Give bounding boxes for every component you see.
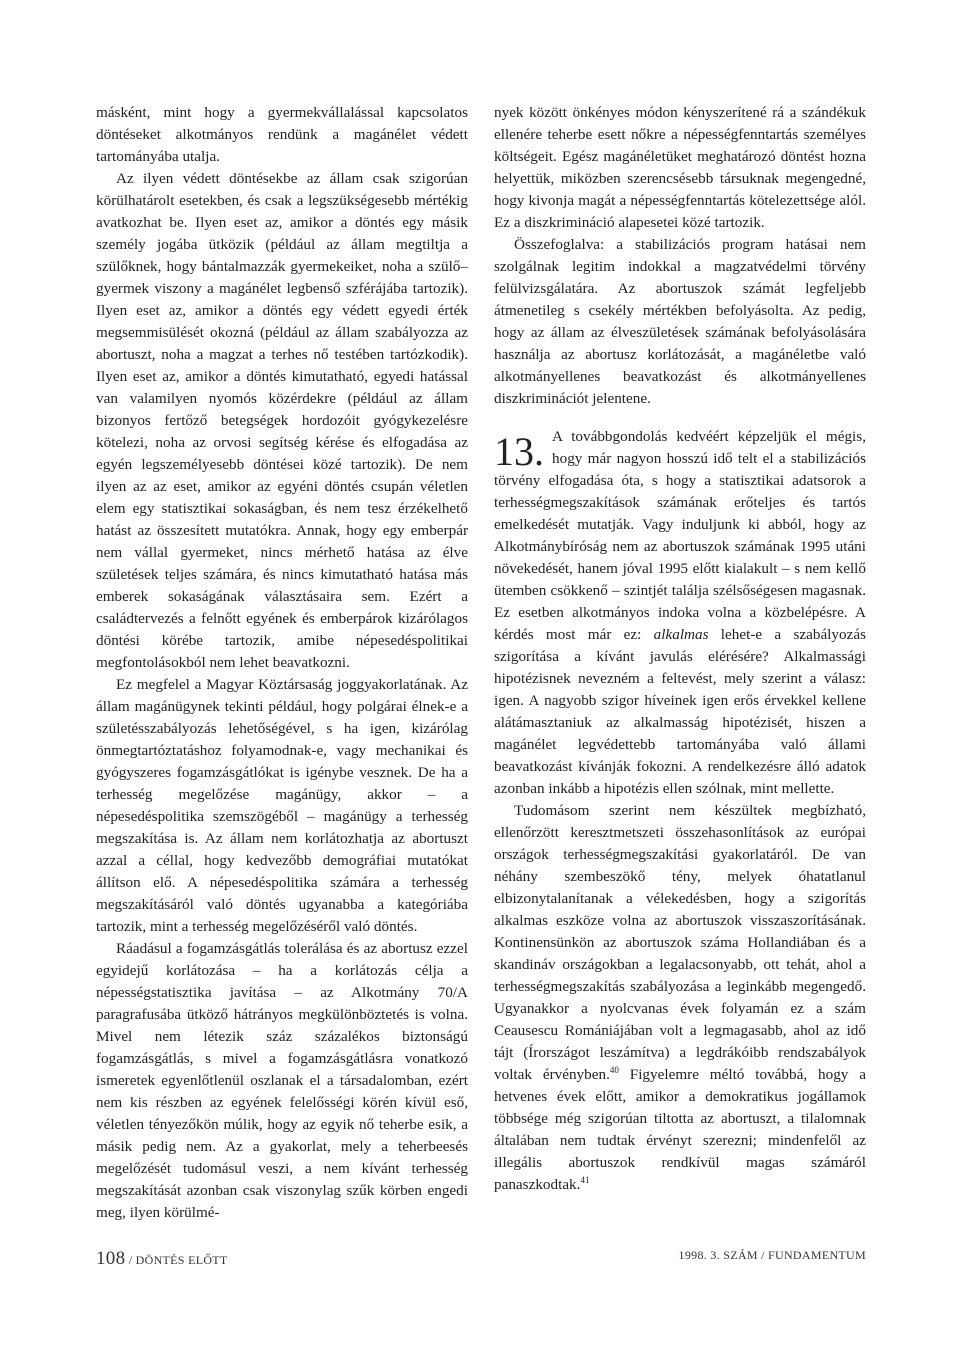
paragraph: Ráadásul a fogamzásgátlás tolerálása és az abortusz ezzel egyidejű korlátozása – ha a korlátozás célja a népességstatisztika javítása – az Alkotmány 70/A paragrafusába ütköző hátrányos megkülönböztetés is volna. Mivel nem létezik száz százalékos biztonságú fogamzásgátlás, s mivel a fogamzásgátlásra vonatkozó ismeretek egyenlőtlenül oszlanak el a társadalomban, ezért nem kis részben az egyének felelősségi körén kívül eső, véletlen tényezőkön múlik, hogy az egyik nő teherbe esik, a másik pedig nem. Az a gyakorlat, mely a teherbeesés megelőzését tudomásul veszi, a nem kívánt terhesség megszakítását azonban csak viszonylag szűk körben engedi meg, ilyen körülmé- <box>96 940 468 1221</box>
right-column <box>494 102 866 1196</box>
paragraph <box>494 800 866 1196</box>
paragraph: másként, mint hogy a gyermekvállalással kapcsolatos döntéseket alkotmányos rendünk a magánélet védett tartományába utalja. <box>96 104 468 165</box>
paragraph-text: A továbbgondolás kedvéért képzeljük el mégis, hogy már nagyon hosszú idő telt el a stabilizációs törvény elfogadása óta, s hogy a statisztikai adatsorok a terhességmegszakítások számának erőteljes és tartós emelkedését mutatják. Vagy induljunk ki abból, hogy az Alkotmánybíróság nem az abortuszok számának 1995 utáni növekedését, hanem jóval 1995 előtt kialakult – s nem kellő ütemben csökkenő – szintjét találja szélsőségesen magasnak. Ez esetben alkotmányos indoka volna a közbelépésre. A kérdés most már ez: <box>494 428 866 643</box>
section-number: 13. <box>494 429 544 474</box>
footer-left <box>96 1248 228 1270</box>
left-column <box>96 102 468 1224</box>
paragraph: Összefoglalva: a stabilizációs program hatásai nem szolgálnak legitim indokkal a magzatvédelmi törvény felülvizsgálatára. Az abortuszok számát legfeljebb átmenetileg s csekély mértékben befolyásolta. Az pedig, hogy az állam az élveszületések számának befolyásolására használja az abortusz korlátozását, a magánéletbe való alkotmányellenes beavatkozást és alkotmányellenes diszkriminációt jelentene. <box>494 236 866 407</box>
paragraph: Ez megfelel a Magyar Köztársaság joggyakorlatának. Az állam magánügynek tekinti például, hogy polgárai élnek-e a születésszabályozás lehetőségével, s ha igen, kizárólag önmegtartóztatáshoz folyamodnak-e, vagy mechanikai és gyógyszeres fogamzásgátlókat is igénybe vesznek. De ha a terhesség megelőzése magánügy, akkor – a népesedéspolitika szemszögéből – magánügy a terhesség megszakítása is. Az állam nem korlátozhatja az abortuszt azzal a céllal, hogy kedvezőbb demográfiai mutatókat állítson elő. A népesedéspolitika számára a terhesség megszakításáról való döntés ugyanabba a kategóriába tartozik, mint a terhesség megelőzéséről való döntés. <box>96 676 468 935</box>
paragraph-text: Tudomásom szerint nem készültek megbízható, ellenőrzött keresztmetszeti összehasonlítások az európai országok terhességmegszakítási gyakorlatáról. De van néhány szembeszökő tény, melyek óhatatlanul elbizonytalanítanak a vélekedésben, hogy a szigorítás alkalmas eszköze volna az abortuszok visszaszorításának. Kontinensünkön az abortuszok száma Hollandiában és a skandináv országokban a legalacsonyabb, ott tehát, ahol a terhességmegszakítás szabályozása a leginkább megengedő. Ugyanakkor a nyolcvanas évek folyamán ez a szám Ceausescu Romániájában volt a legmagasabb, ahol az idő tájt (Írországot leszámítva) a legdrákóibb rendszabályok voltak érvényben. <box>494 802 866 1083</box>
footnote-ref[interactable]: 40 <box>609 1064 619 1075</box>
emphasis-word: alkalmas <box>653 626 709 643</box>
section-paragraph <box>494 426 866 800</box>
paragraph: Az ilyen védett döntésekbe az állam csak szigorúan körülhatárolt esetekben, és csak a legszükségesebb mértékig avatkozhat be. Ilyen eset az, amikor a döntés egy másik személy jogába ütközik (például az állam megtiltja a szülőknek, hogy bántalmazzák gyermekeiket, noha a szülő–gyermek viszony a magánélet legbenső szférájába tartozik). Ilyen eset az, amikor a döntés egy védett egyedi érték megsemmisülését okozná (például az állam szabályozza az abortuszt, noha a magzat a terhes nő testében tartózkodik). Ilyen eset az, amikor a döntés kimutatható, egyedi hatással van valamilyen nyomós közérdekre (például az állam bizonyos fertőző betegségek hordozóit gyógykezelésre kötelezi, noha az orvosi segítség kérése és elfogadása az egyén legszemélyesebb döntései közé tartozik). De nem ilyen az az eset, amikor az egyéni döntés csupán véletlen elem egy statisztikai sokaságban, és nem tesz érzékelhető hatást az összesített mutatókra. Annak, hogy egy emberpár nem vállal gyermeket, nincs mérhető hatása az élve születések teljes számára, és nincs kimutatható hatása más emberek sokaságának választásaira sem. Ezért a családtervezés a felnőtt egyének és emberpárok kizárólagos döntési körébe tartozik, amibe népesedéspolitikai megfontolásokból nem lehet beavatkozni. <box>96 170 468 671</box>
footer-right: 1998. 3. SZÁM / FUNDAMENTUM <box>678 1248 866 1262</box>
running-title: / DÖNTÉS ELŐTT <box>125 1253 228 1267</box>
paragraph: nyek között önkényes módon kényszerítené rá a szándékuk ellenére teherbe esett nőkre a népességfenntartás személyes költségeit. Egész magánéletüket meghatározó döntést hozna helyettük, miközben szerencsésebb társuknak megengedné, hogy kivonja magát a népességfenntartás kötelezettsége alól. Ez a diszkrimináció alapesetei közé tartozik. <box>494 104 866 231</box>
paragraph-text: Figyelemre méltó továbbá, hogy a hetvenes évek előtt, amikor a demokratikus jogállamok többsége még szigorúan tiltotta az abortuszt, a tilalomnak általában nem tudtak érvényt szerezni; mindenfelől az illegális abortuszok rendkívül magas számáról panaszkodtak. <box>494 1066 866 1193</box>
footnote-ref[interactable]: 41 <box>580 1174 590 1185</box>
page-number: 108 <box>96 1248 126 1269</box>
paragraph-text: lehet-e a szabályozás szigorítása a kívánt javulás elérésére? Alkalmassági hipotézisnek nevezném a feltevést, mely szerint a válasz: igen. A nagyobb szigor híveinek igen erős érvekkel kellene alátámasztaniuk az alkalmasság hipotézisét, hiszen a magánélet legvédettebb tartományába való állami beavatkozást kívánják fokozni. A rendelkezésre álló adatok azonban inkább a hipotézis ellen szólnak, mint mellette. <box>494 626 866 797</box>
